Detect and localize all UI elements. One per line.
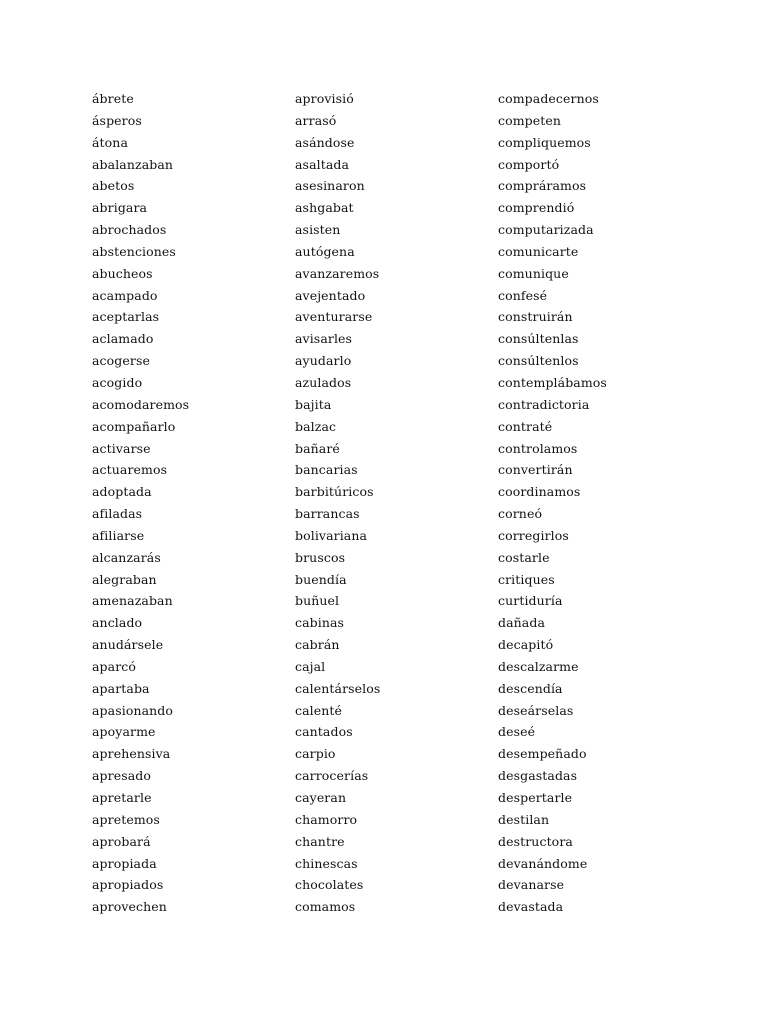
word-item: comunicarte [498,243,579,259]
word-item: compliquemos [498,134,591,150]
word-item: cabinas [295,615,345,631]
word-item: aprehensiva [92,746,171,762]
word-item: aprovisió [295,91,354,106]
word-column-1 [92,88,189,918]
word-item: azulados [295,374,352,390]
word-item: aparcó [92,658,137,674]
word-item: destilan [498,811,550,827]
word-item: construirán [498,309,573,325]
word-item: asesinaron [295,178,365,194]
word-item: aprobará [92,833,151,849]
word-item: corregirlos [498,527,569,543]
word-item: activarse [92,440,151,456]
word-item: devanarse [498,877,565,893]
word-item: destructora [498,833,573,849]
word-item: acogido [92,374,143,390]
word-item: ayudarlo [295,353,352,369]
word-item: costarle [498,549,550,565]
word-item: barrancas [295,506,360,522]
word-item: carpio [295,746,336,762]
word-item: convertirán [498,462,573,478]
word-item: aventurarse [295,309,373,325]
word-item: desempeñado [498,746,587,762]
word-item: corneó [498,506,543,522]
word-item: adoptada [92,484,152,500]
word-item: anclado [92,615,143,631]
word-item: aclamado [92,331,154,347]
word-item: comamos [295,899,356,915]
word-item: computarizada [498,222,594,238]
word-item: chinescas [295,855,358,871]
word-item: critiques [498,571,555,587]
word-item: apropiados [92,877,164,893]
word-item: afiliarse [92,527,145,543]
word-item: carrocerías [295,768,369,784]
word-item: chantre [295,833,345,849]
word-item: anudársele [92,637,164,653]
word-item: avanzaremos [295,265,380,281]
word-item: barbitúricos [295,484,374,500]
word-item: bolivariana [295,527,368,543]
word-item: despertarle [498,790,573,805]
word-item: asaltada [295,156,350,172]
word-item: alcanzarás [92,549,161,565]
word-item: desgastadas [498,768,578,784]
word-column-2 [295,88,380,918]
word-item: coordinamos [498,484,581,500]
word-item: ashgabat [295,200,354,216]
word-item: calentárselos [295,680,381,696]
word-item: apoyarme [92,724,156,740]
word-item: apretemos [92,811,160,827]
word-item: acogerse [92,353,150,369]
word-item: curtiduría [498,593,563,609]
word-item: alegraban [92,571,157,587]
word-item: compráramos [498,178,587,194]
word-item: cajal [295,658,326,674]
word-item: cabrán [295,637,340,653]
word-item: acomodaremos [92,396,190,412]
word-item: apretarle [92,790,152,805]
word-item: amenazaban [92,593,173,609]
word-item: descendía [498,680,563,696]
word-item: asándose [295,134,355,150]
word-item: apresado [92,768,152,784]
word-item: bañaré [295,440,340,456]
word-item: bancarias [295,462,358,478]
word-item: átona [92,134,129,150]
word-item: apartaba [92,680,150,696]
word-item: afiladas [92,506,143,522]
word-item: apasionando [92,702,174,718]
word-item: deseé [498,724,536,740]
word-item: acampado [92,287,158,303]
word-item: chamorro [295,811,358,827]
word-item: devanándome [498,855,588,871]
word-item: abetos [92,178,135,194]
word-item: acompañarlo [92,418,176,434]
word-item: dañada [498,615,546,631]
word-item: deseárselas [498,702,574,718]
word-item: abstenciones [92,243,176,259]
word-item: descalzarme [498,658,579,674]
word-item: comunique [498,265,569,281]
word-column-3 [498,88,607,918]
word-item: comprendió [498,200,575,216]
word-item: ásperos [92,112,142,128]
word-item: aprovechen [92,899,167,915]
word-item: abrochados [92,222,167,238]
word-item: ábrete [92,91,134,106]
word-item: buñuel [295,593,340,609]
word-item: comportó [498,156,560,172]
word-item: balzac [295,418,337,434]
word-item: bruscos [295,549,346,565]
word-item: abrigara [92,200,148,216]
word-item: cantados [295,724,353,740]
word-item: arrasó [295,112,337,128]
word-item: asisten [295,222,341,238]
word-item: avejentado [295,287,366,303]
word-item: contraté [498,418,553,434]
word-item: bajita [295,396,332,412]
word-item: actuaremos [92,462,168,478]
word-item: contemplábamos [498,374,607,390]
word-item: avisarles [295,331,353,347]
word-item: abalanzaban [92,156,174,172]
word-item: calenté [295,702,343,718]
word-item: chocolates [295,877,364,893]
word-item: buendía [295,571,347,587]
word-item: abucheos [92,265,153,281]
word-item: contradictoria [498,396,590,412]
word-item: apropiada [92,855,157,871]
word-item: decapitó [498,637,554,653]
word-item: consúltenlos [498,353,579,369]
word-item: competen [498,112,562,128]
word-item: devastada [498,899,564,915]
word-item: consúltenlas [498,331,579,347]
word-item: cayeran [295,790,347,805]
word-item: confesé [498,287,548,303]
word-item: compadecernos [498,91,599,106]
word-item: aceptarlas [92,309,160,325]
word-item: autógena [295,243,355,259]
word-item: controlamos [498,440,578,456]
